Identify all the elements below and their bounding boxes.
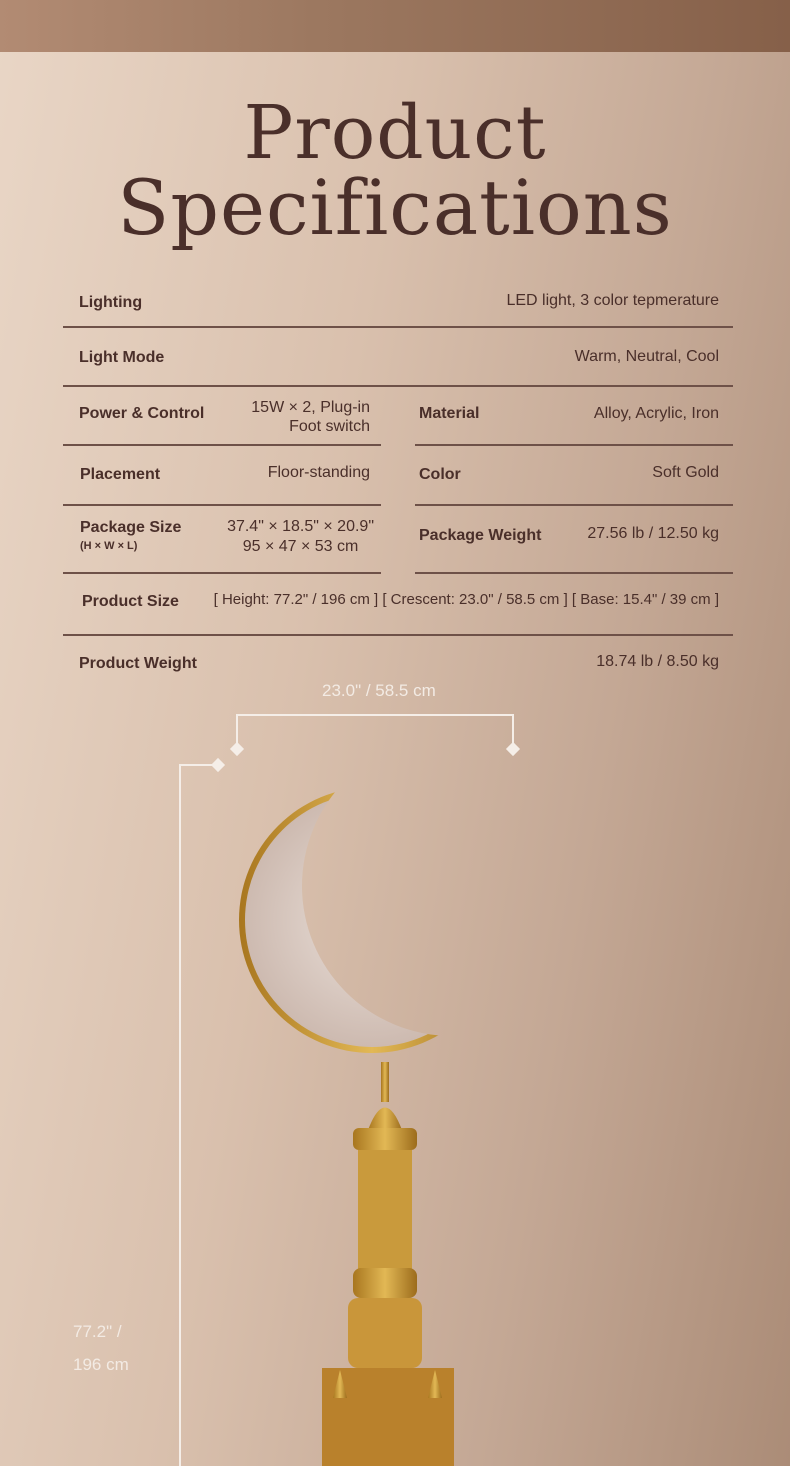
height-label-line2: 196 cm [73, 1355, 129, 1374]
package-size-line2: 95 × 47 × 53 cm [242, 538, 359, 555]
spec-label-color: Color [419, 466, 461, 483]
spec-label-product-size: Product Size [82, 593, 179, 610]
spec-value-product-size: [ Height: 77.2" / 196 cm ] [ Crescent: 23.0" / 58.5 cm ] [ Base: 15.4" / 39 cm ] [213, 591, 719, 608]
power-value-line2: Foot switch [289, 418, 370, 435]
crescent-moon [239, 787, 505, 1053]
spec-label-material: Material [419, 405, 480, 422]
spec-value-placement: Floor-standing [267, 464, 370, 481]
page-title-line1: Product [243, 90, 547, 176]
page-title-line2: Specifications [117, 163, 673, 252]
spec-value-lighting: LED light, 3 color tepmerature [506, 292, 719, 309]
spec-label-package-weight: Package Weight [419, 527, 542, 544]
package-size-line1: 37.4" × 18.5" × 20.9" [227, 518, 374, 535]
spec-label-placement: Placement [80, 466, 161, 483]
package-size-sublabel: (H × W × L) [80, 540, 138, 552]
spec-value-light-mode: Warm, Neutral, Cool [574, 348, 719, 365]
spec-value-material: Alloy, Acrylic, Iron [593, 405, 719, 422]
dimension-markers [211, 742, 520, 772]
power-value-line1: 15W × 2, Plug-in [251, 399, 370, 416]
spec-value-color: Soft Gold [652, 464, 719, 481]
spec-value-product-weight: 18.74 lb / 8.50 kg [596, 653, 719, 670]
spec-label-power: Power & Control [79, 405, 205, 422]
spec-value-package-weight: 27.56 lb / 12.50 kg [587, 525, 719, 542]
spec-label-product-weight: Product Weight [79, 655, 197, 672]
crescent-width-label: 23.0" / 58.5 cm [322, 681, 436, 700]
package-size-label: Package Size [80, 519, 182, 536]
spec-label-light-mode: Light Mode [79, 349, 165, 366]
height-label-line1: 77.2" / [73, 1322, 122, 1341]
lamp-pole [322, 1062, 454, 1466]
spec-label-lighting: Lighting [79, 294, 143, 311]
